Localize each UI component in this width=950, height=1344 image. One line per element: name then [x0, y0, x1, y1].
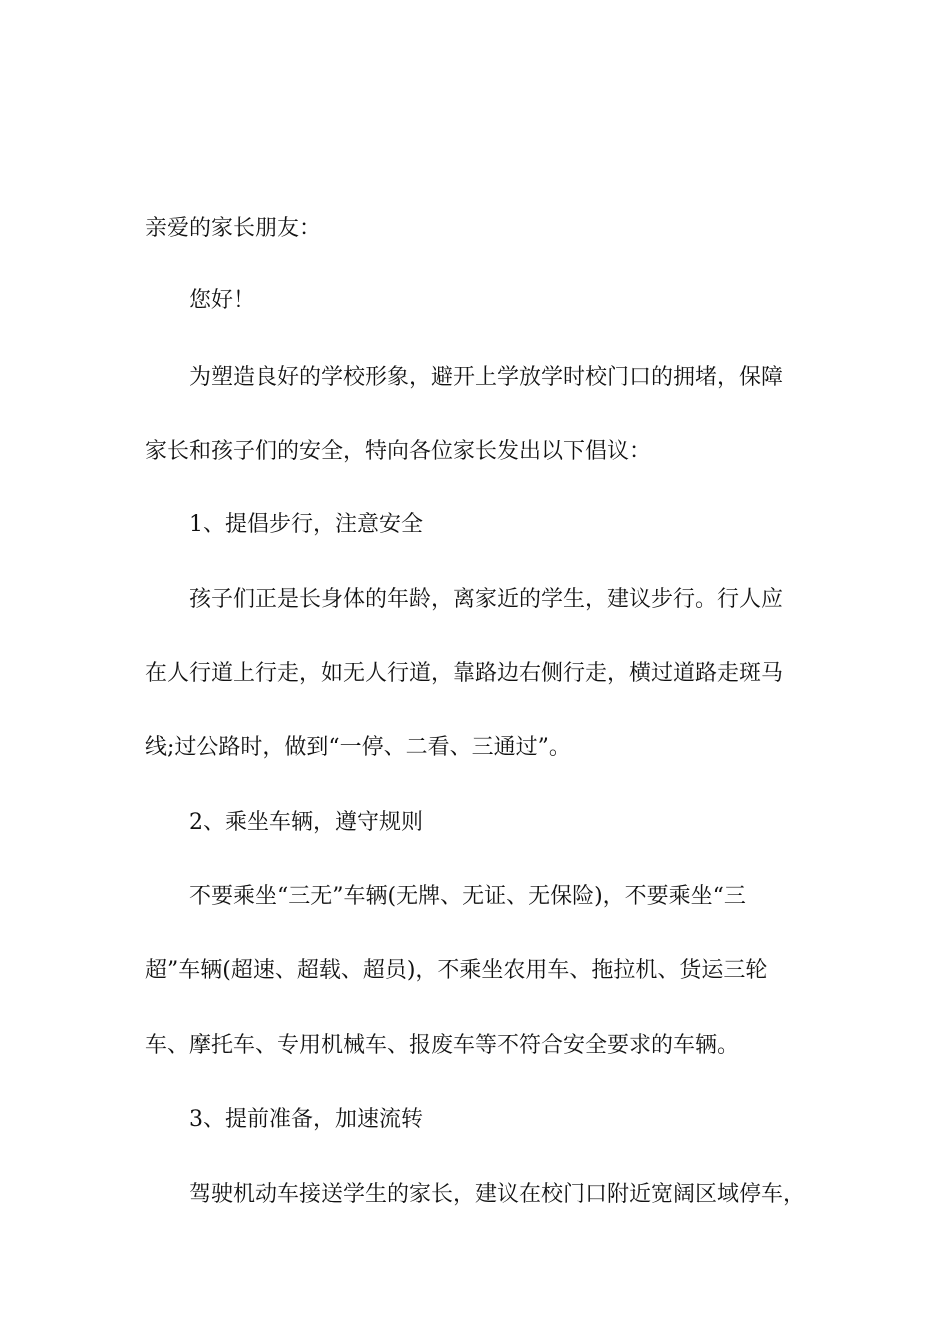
- section-1-line-3: 线;过公路时，做到“一停、二看、三通过”。: [145, 735, 571, 760]
- section-heading-2: 2、乘坐车辆，遵守规则: [189, 810, 423, 835]
- greeting: 您好！: [189, 288, 256, 313]
- section-2-line-2: 超”车辆(超速、超载、超员)，不乘坐农用车、拖拉机、货运三轮: [145, 958, 768, 983]
- section-2-line-1: 不要乘坐“三无”车辆(无牌、无证、无保险)，不要乘坐“三: [189, 884, 746, 909]
- section-3-line-1: 驾驶机动车接送学生的家长，建议在校门口附近宽阔区域停车，: [189, 1182, 806, 1207]
- salutation: 亲爱的家长朋友：: [145, 216, 322, 241]
- section-2-line-3: 车、摩托车、专用机械车、报废车等不符合安全要求的车辆。: [145, 1033, 740, 1058]
- section-heading-1: 1、提倡步行，注意安全: [189, 512, 423, 537]
- intro-paragraph-line-2: 家长和孩子们的安全，特向各位家长发出以下倡议：: [145, 439, 652, 464]
- section-heading-3: 3、提前准备，加速流转: [189, 1107, 423, 1132]
- intro-paragraph-line-1: 为塑造良好的学校形象，避开上学放学时校门口的拥堵，保障: [189, 365, 784, 390]
- section-1-line-1: 孩子们正是长身体的年龄，离家近的学生，建议步行。行人应: [189, 587, 784, 612]
- section-1-line-2: 在人行道上行走，如无人行道，靠路边右侧行走，横过道路走斑马: [145, 661, 784, 686]
